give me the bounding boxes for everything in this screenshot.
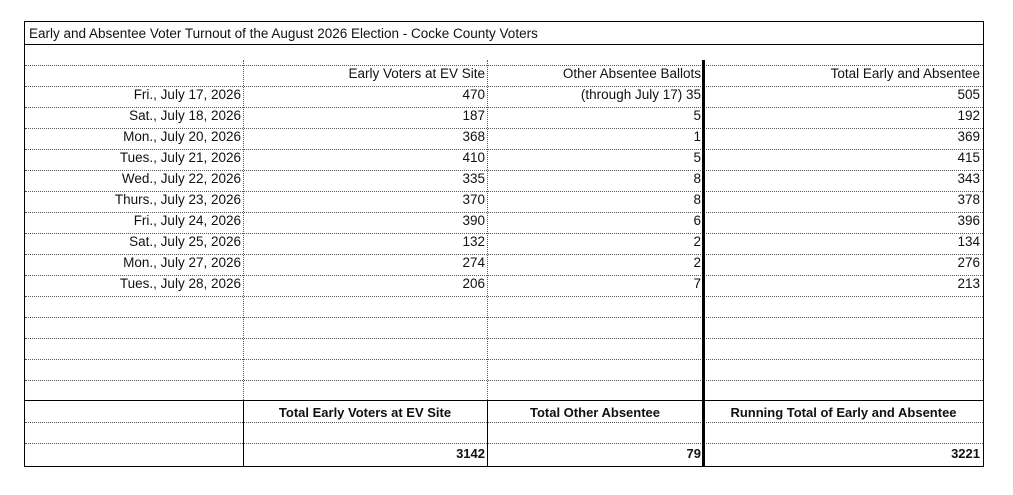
gridline	[25, 359, 983, 360]
row-early: 274	[462, 255, 485, 270]
col-divider	[487, 60, 488, 400]
total-other-label: Total Other Absentee	[529, 405, 661, 420]
thick-col-divider	[702, 60, 705, 467]
row-date: Sat., July 18, 2026	[129, 108, 241, 123]
total-early-value: 3142	[456, 446, 485, 461]
row-date: Fri., July 24, 2026	[133, 213, 241, 228]
row-date: Mon., July 20, 2026	[123, 129, 241, 144]
totals-top-border	[25, 400, 983, 401]
col-divider	[243, 400, 244, 467]
row-early: 470	[462, 87, 485, 102]
total-early-label: Total Early Voters at EV Site	[278, 405, 452, 420]
gridline	[25, 380, 983, 381]
row-total: 343	[957, 171, 980, 186]
row-early: 335	[462, 171, 485, 186]
col-divider	[487, 400, 488, 467]
col-divider	[243, 60, 244, 400]
row-date: Sat., July 25, 2026	[129, 234, 241, 249]
header-total: Total Early and Absentee	[830, 66, 980, 81]
row-other: 6	[693, 213, 701, 228]
gridline	[25, 317, 983, 318]
row-date: Mon., July 27, 2026	[123, 255, 241, 270]
row-early: 132	[462, 234, 485, 249]
header-other-absentee: Other Absentee Ballots	[562, 66, 701, 81]
row-date: Tues., July 28, 2026	[119, 276, 241, 291]
row-total: 276	[957, 255, 980, 270]
gridline	[25, 296, 983, 297]
row-other: (through July 17) 35	[580, 87, 701, 102]
row-early: 368	[462, 129, 485, 144]
row-other: 5	[693, 150, 701, 165]
running-total-label: Running Total of Early and Absentee	[730, 405, 957, 420]
row-total: 192	[957, 108, 980, 123]
row-total: 396	[957, 213, 980, 228]
row-total: 213	[957, 276, 980, 291]
title-divider	[25, 44, 983, 45]
header-early-voters: Early Voters at EV Site	[348, 66, 485, 81]
gridline	[25, 338, 983, 339]
total-other-value: 79	[686, 446, 701, 461]
row-early: 206	[462, 276, 485, 291]
row-date: Fri., July 17, 2026	[133, 87, 241, 102]
running-total-value: 3221	[951, 446, 980, 461]
turnout-sheet	[24, 21, 984, 467]
row-early: 187	[462, 108, 485, 123]
row-early: 410	[462, 150, 485, 165]
row-total: 505	[957, 87, 980, 102]
row-early: 370	[462, 192, 485, 207]
sheet-title: Early and Absentee Voter Turnout of the August 2026 Election - Cocke County Voters	[29, 26, 538, 41]
row-other: 2	[693, 255, 701, 270]
row-other: 1	[693, 129, 701, 144]
row-other: 8	[693, 192, 701, 207]
row-total: 415	[957, 150, 980, 165]
row-date: Thurs., July 23, 2026	[114, 192, 241, 207]
row-total: 369	[957, 129, 980, 144]
row-total: 378	[957, 192, 980, 207]
row-other: 8	[693, 171, 701, 186]
row-early: 390	[462, 213, 485, 228]
row-date: Wed., July 22, 2026	[121, 171, 241, 186]
row-other: 7	[693, 276, 701, 291]
row-other: 2	[693, 234, 701, 249]
row-date: Tues., July 21, 2026	[119, 150, 241, 165]
row-total: 134	[957, 234, 980, 249]
row-other: 5	[693, 108, 701, 123]
